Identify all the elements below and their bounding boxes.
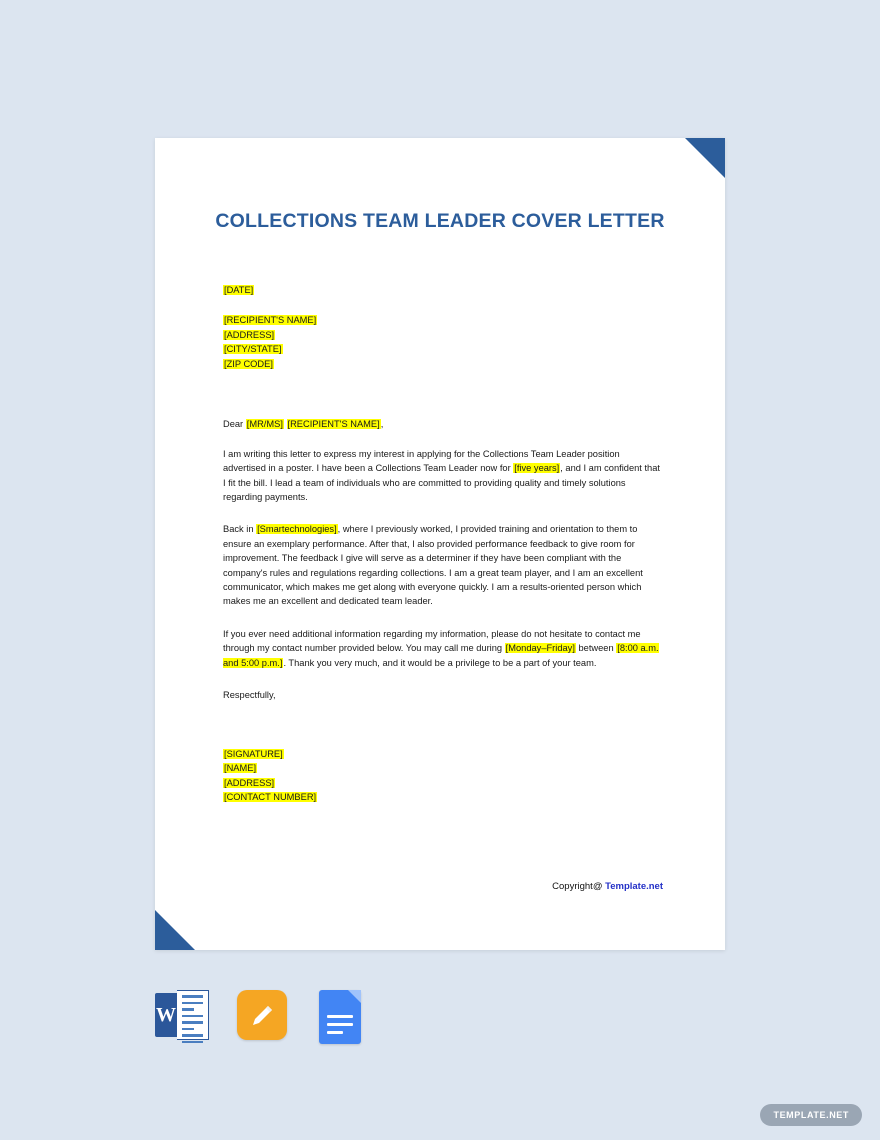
paragraph-2 bbox=[223, 522, 663, 608]
page-title: COLLECTIONS TEAM LEADER COVER LETTER bbox=[215, 210, 665, 232]
paragraph-1-highlight-1: [five years] bbox=[514, 463, 560, 474]
salutation-comma: , bbox=[380, 419, 384, 430]
salutation-dear: Dear bbox=[223, 419, 244, 430]
file-format-icons bbox=[155, 988, 415, 1048]
paragraph-1-part-2: , and I am confident that I fit the bill. I lead a team of individuals who are committed to providing quality and timely solutions regarding payments. bbox=[223, 463, 660, 503]
page-fold-icon bbox=[348, 990, 361, 1003]
date-placeholder: [DATE] bbox=[224, 285, 254, 295]
word-doc-lines bbox=[177, 990, 209, 1040]
paragraph-3-part-2: between bbox=[575, 643, 617, 654]
paragraph-3-highlight-1: [Monday–Friday] bbox=[505, 643, 575, 654]
google-docs-icon[interactable] bbox=[319, 990, 375, 1046]
gdocs-lines bbox=[319, 1010, 361, 1034]
paragraph-3-part-1: If you ever need additional information regarding my information, please do not hesitate to contact me through my contact number provided below. You may call me during bbox=[223, 628, 641, 654]
signature-block bbox=[223, 747, 663, 805]
paragraph-2-part-2: , where I previously worked, I provided training and orientation to them to ensure an exemplary performance. After that, I also provided performance feedback to give room for improvement. The feedback I give will serve as a determiner if they have been compliant with the company's rules and regulations regarding collections. I am a great team player, and I am an excellent communicator, which makes me get along with everyone quickly. I am a results-oriented person which makes me an excellent and dedicated team leader. bbox=[223, 524, 643, 607]
closing-line: Respectfully, bbox=[223, 690, 276, 701]
sender-contact-number: [CONTACT NUMBER] bbox=[224, 792, 317, 802]
recipient-city-state: [CITY/STATE] bbox=[224, 344, 282, 355]
watermark-badge: TEMPLATE.NET bbox=[760, 1104, 862, 1126]
paragraph-1-part-1: I am writing this letter to express my interest in applying for the Collections Team Leader position advertised in a poster. I have been a Collections Team Leader now for bbox=[223, 448, 620, 474]
recipient-address: [ADDRESS] bbox=[224, 329, 275, 340]
recipient-block bbox=[223, 313, 663, 371]
pen-icon bbox=[249, 1001, 275, 1029]
word-doc-icon[interactable] bbox=[155, 990, 211, 1046]
sender-address: [ADDRESS] bbox=[224, 777, 275, 788]
recipient-zip: [ZIP CODE] bbox=[224, 358, 273, 369]
apple-pages-icon[interactable] bbox=[237, 990, 293, 1046]
sender-name: [NAME] bbox=[224, 763, 257, 773]
word-letter-mark: W bbox=[155, 993, 177, 1037]
copyright-text: Copyright@ bbox=[552, 881, 603, 892]
corner-accent-top-right-icon bbox=[685, 138, 725, 178]
signature-placeholder: [SIGNATURE] bbox=[224, 748, 283, 759]
paragraph-1 bbox=[223, 447, 663, 505]
template-net-link[interactable]: Template.net bbox=[605, 881, 663, 892]
document-preview bbox=[155, 138, 725, 950]
letter-body bbox=[223, 283, 663, 805]
letter-page bbox=[155, 138, 725, 950]
paragraph-3 bbox=[223, 627, 663, 670]
corner-accent-bottom-left-icon bbox=[155, 910, 195, 950]
salutation-line bbox=[223, 417, 663, 431]
paragraph-3-highlight-2: [8:00 a.m. and 5:00 p.m.] bbox=[223, 643, 659, 668]
paragraph-2-highlight-1: [Smartechnologies] bbox=[257, 524, 337, 535]
paragraph-2-part-1: Back in bbox=[223, 524, 257, 535]
salutation-name: [RECIPIENT'S NAME] bbox=[287, 419, 380, 430]
paragraph-3-part-3: . Thank you very much, and it would be a privilege to be a part of your team. bbox=[283, 657, 597, 668]
date-line bbox=[223, 283, 663, 297]
recipient-name: [RECIPIENT'S NAME] bbox=[224, 315, 317, 326]
salutation-title: [MR/MS] bbox=[246, 419, 283, 430]
copyright-line bbox=[552, 881, 663, 892]
